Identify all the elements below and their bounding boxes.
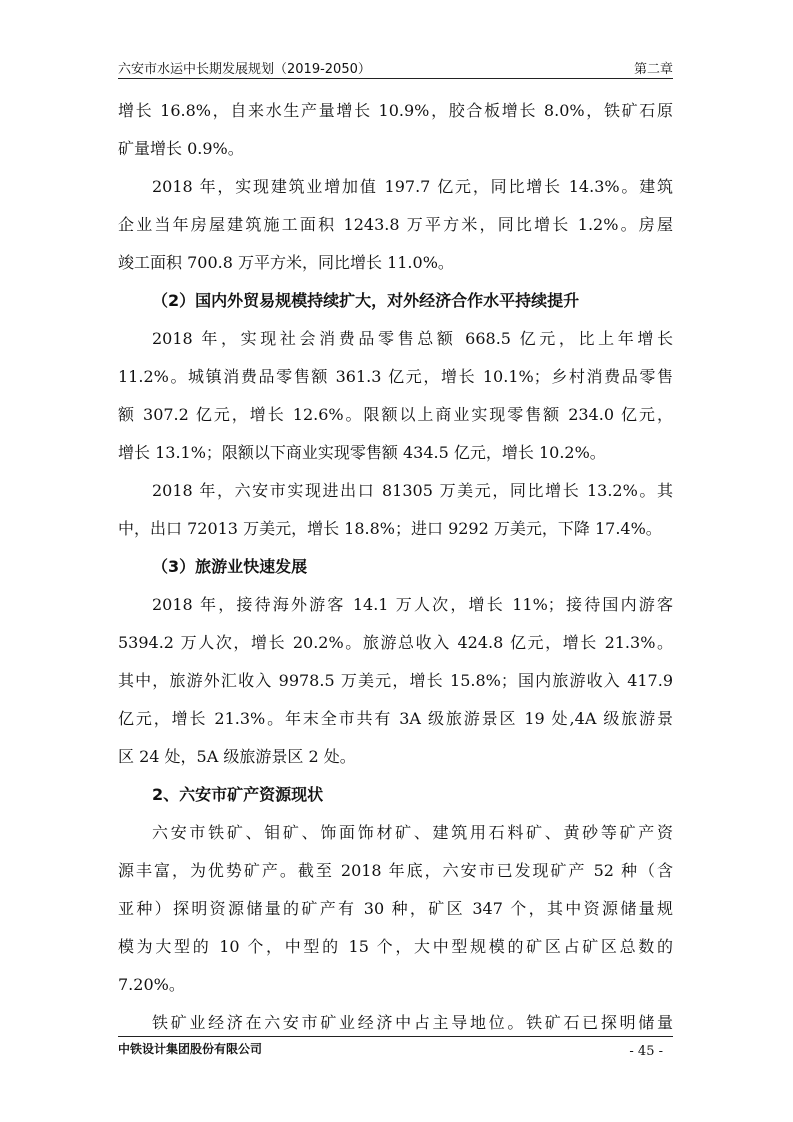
section-heading: （2）国内外贸易规模持续扩大，对外经济合作水平持续提升 [152, 291, 580, 310]
text-line: 2018 年，接待海外游客 14.1 万人次，增长 11%；接待国内游客 [152, 595, 673, 614]
body-text [118, 92, 673, 1042]
text-line: 亿元，增长 21.3%。年末全市共有 3A 级旅游景区 19 处,4A 级旅游景 [118, 709, 673, 728]
text-line: 矿量增长 0.9%。 [118, 139, 244, 158]
text-line: 中，出口 72013 万美元，增长 18.8%；进口 9292 万美元，下降 17.4%。 [118, 519, 662, 538]
text-line: 2018 年，实现社会消费品零售总额 668.5 亿元，比上年增长 [152, 329, 673, 348]
text-line: 增长 13.1%；限额以下商业实现零售额 434.5 亿元，增长 10.2%。 [118, 443, 606, 462]
text-line: 铁矿业经济在六安市矿业经济中占主导地位。铁矿石已探明储量 [152, 1013, 673, 1032]
page-header [118, 54, 673, 78]
text-line: 11.2%。城镇消费品零售额 361.3 亿元，增长 10.1%；乡村消费品零售 [118, 367, 673, 386]
text-line: 7.20%。 [118, 975, 185, 994]
section-heading: 2、六安市矿产资源现状 [152, 785, 324, 804]
header-rule [118, 78, 673, 79]
text-line: 企业当年房屋建筑施工面积 1243.8 万平方米，同比增长 1.2%。房屋 [118, 215, 673, 234]
text-line: 2018 年，实现建筑业增加值 197.7 亿元，同比增长 14.3%。建筑 [152, 177, 673, 196]
text-line: 5394.2 万人次，增长 20.2%。旅游总收入 424.8 亿元，增长 21.3%。 [118, 633, 673, 652]
page-number: - 45 - [629, 1044, 663, 1059]
footer-rule [118, 1036, 673, 1037]
text-line: 额 307.2 亿元，增长 12.6%。限额以上商业实现零售额 234.0 亿元， [118, 405, 673, 424]
text-line: 其中，旅游外汇收入 9978.5 万美元，增长 15.8%；国内旅游收入 417.9 [118, 671, 673, 690]
text-line: 亚种）探明资源储量的矿产有 30 种，矿区 347 个，其中资源储量规 [118, 899, 673, 918]
text-line: 竣工面积 700.8 万平方米，同比增长 11.0%。 [118, 253, 454, 272]
text-line: 源丰富，为优势矿产。截至 2018 年底，六安市已发现矿产 52 种（含 [118, 861, 673, 880]
text-line: 2018 年，六安市实现进出口 81305 万美元，同比增长 13.2%。其 [152, 481, 673, 500]
text-line: 模为大型的 10 个，中型的 15 个，大中型规模的矿区占矿区总数的 [118, 937, 673, 956]
text-line: 增长 16.8%，自来水生产量增长 10.9%，胶合板增长 8.0%，铁矿石原 [118, 101, 673, 120]
chapter-label: 第二章 [633, 62, 673, 77]
text-line: 六安市铁矿、钼矿、饰面饰材矿、建筑用石料矿、黄砂等矿产资 [152, 823, 673, 842]
section-heading: （3）旅游业快速发展 [152, 557, 308, 576]
text-line: 区 24 处，5A 级旅游景区 2 处。 [118, 747, 356, 766]
document-title: 六安市水运中长期发展规划（2019-2050） [118, 62, 371, 77]
company-name: 中铁设计集团股份有限公司 [118, 1042, 263, 1056]
